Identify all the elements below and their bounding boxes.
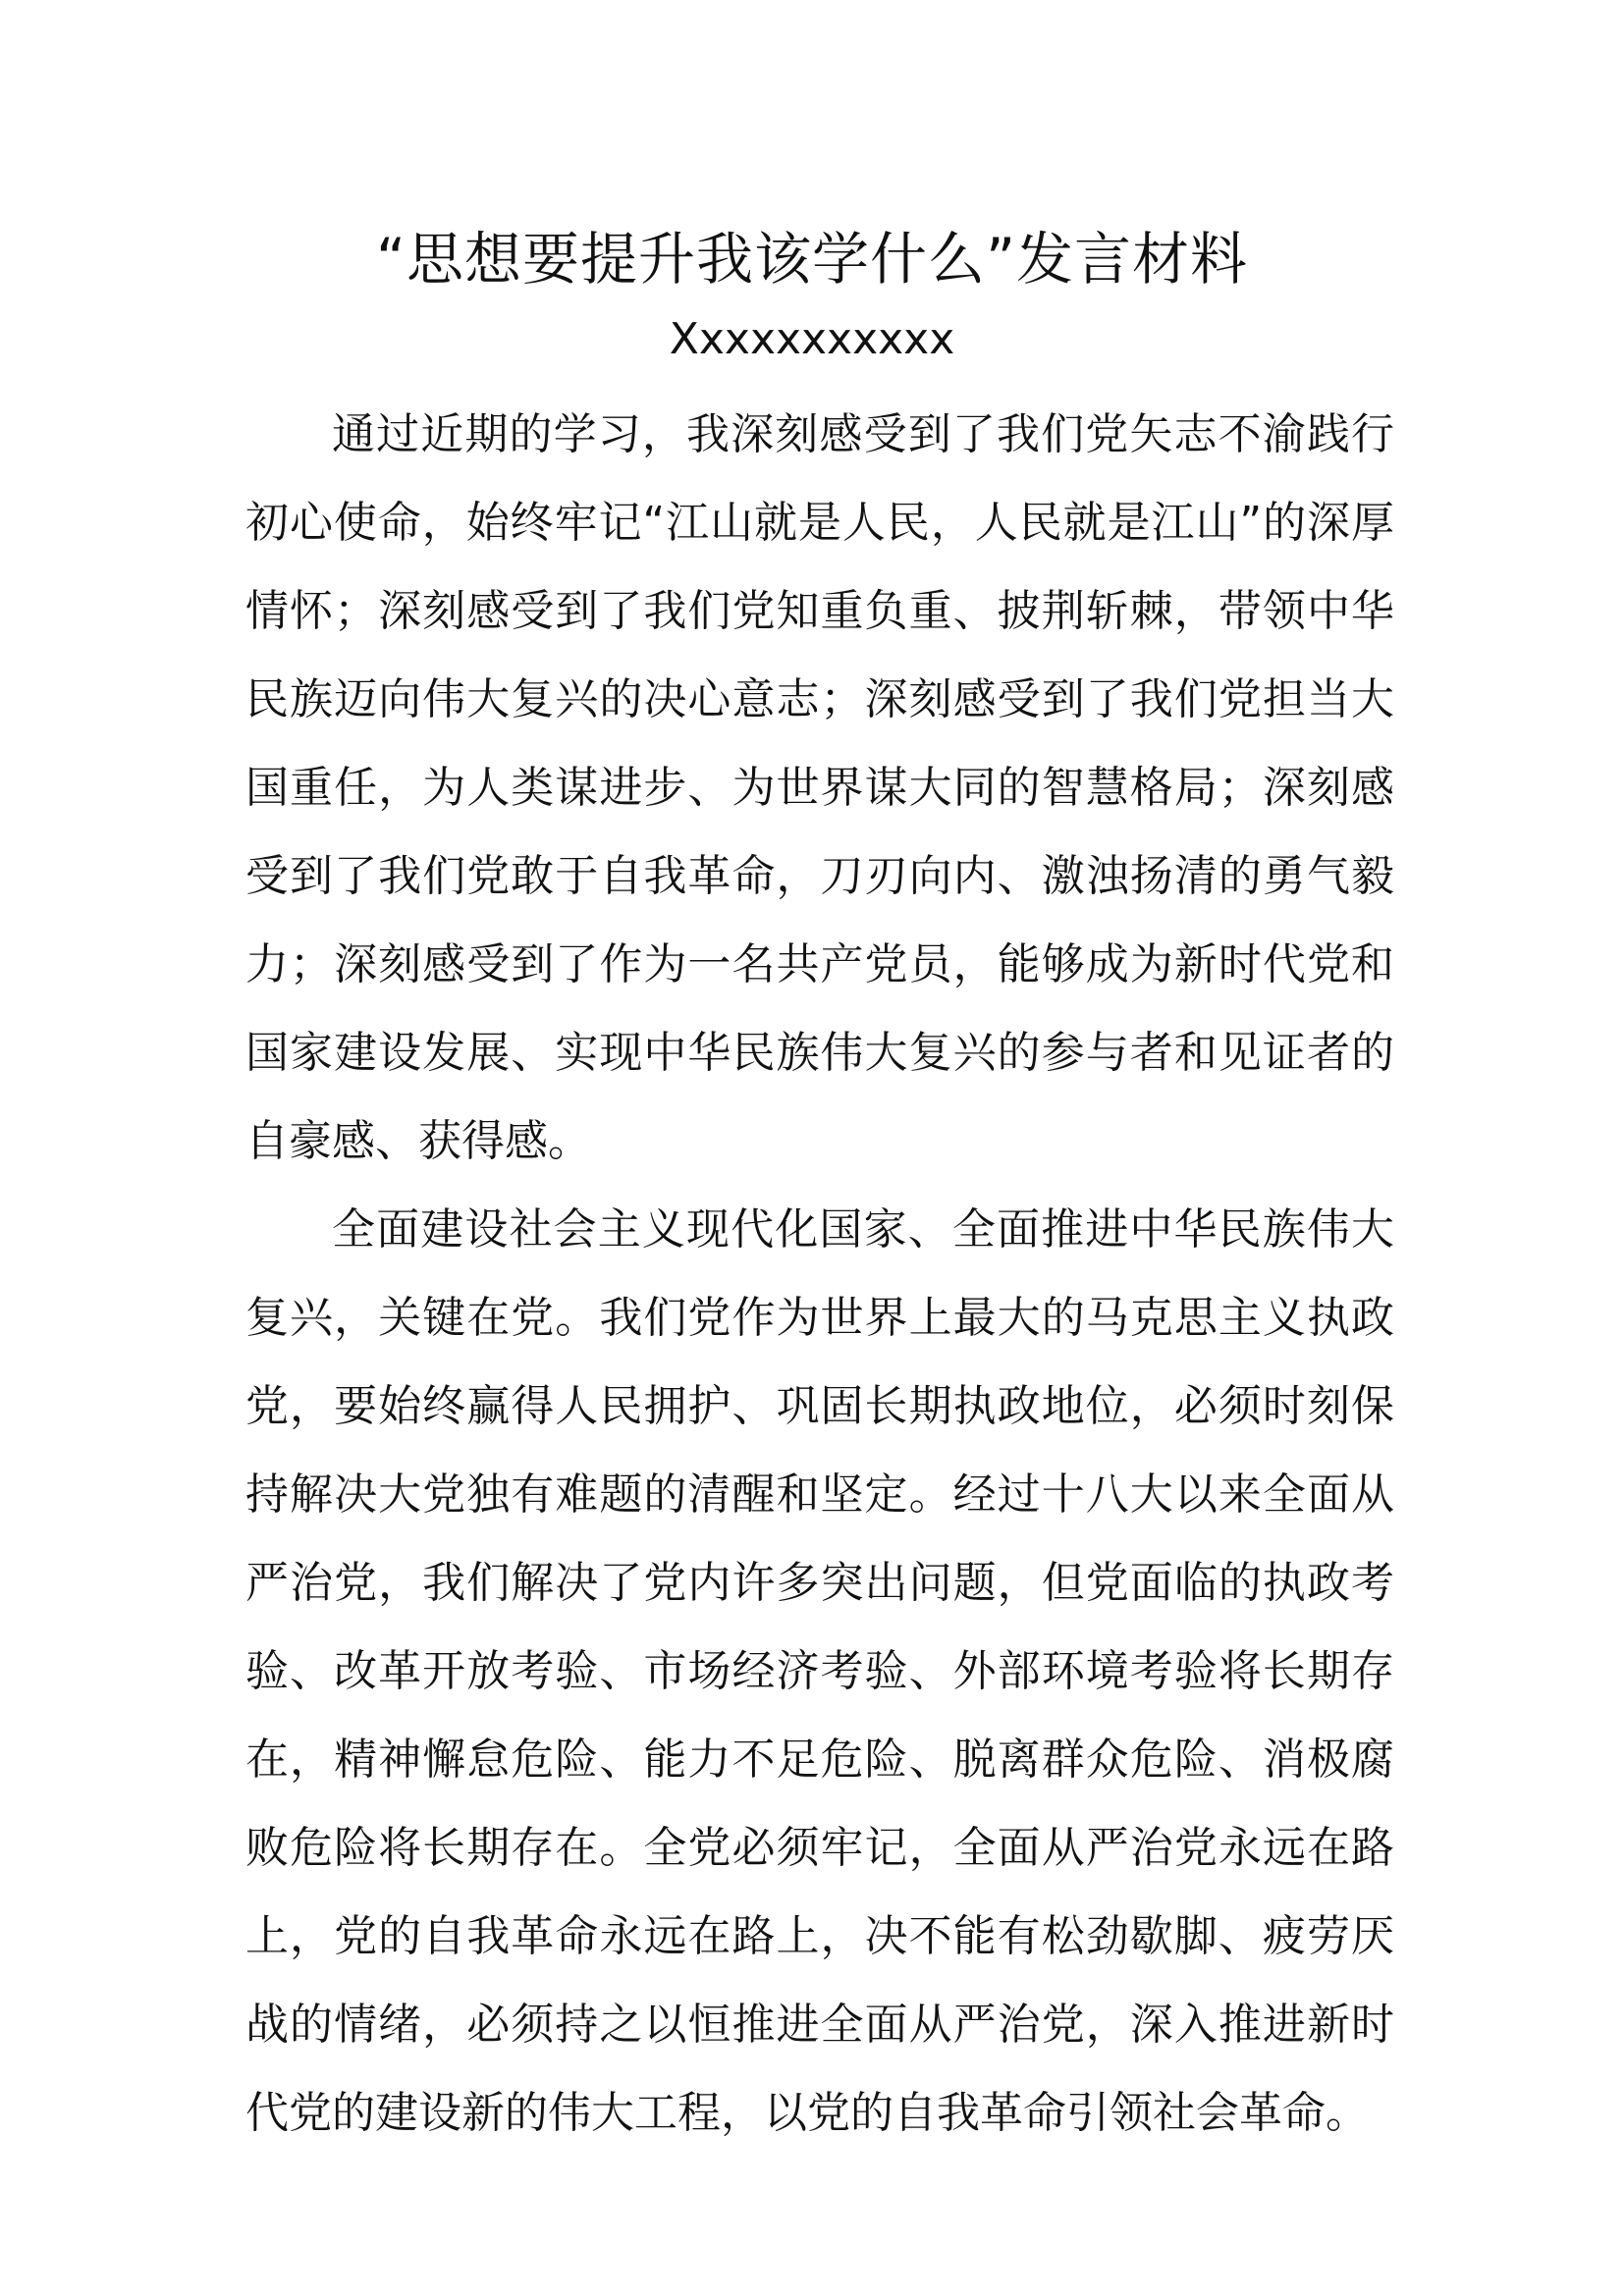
body-paragraph-1: 通过近期的学习，我深刻感受到了我们党矢志不渝践行初心使命，始终牢记“江山就是人民，人民就是江山”的深厚情怀；深刻感受到了我们党知重负重、披荆斩棘，带领中华民族迈向伟大复兴的决心意志；深刻感受到了我们党担当大国重任，为人类谋进步、为世界谋大同的智慧格局；深刻感受到了我们党敢于自我革命，刀刃向内、激浊扬清的勇气毅力；深刻感受到了作为一名共产党员，能够成为新时代党和国家建设发展、实现中华民族伟大复兴的参与者和见证者的自豪感、获得感。 xyxy=(245,409,1394,1166)
document-title: “思想要提升我该学什么”发言材料 xyxy=(375,226,1249,293)
document-author: Xxxxxxxxxxx xyxy=(669,314,955,364)
document-body xyxy=(245,391,1394,2158)
body-paragraph-2: 全面建设社会主义现代化国家、全面推进中华民族伟大复兴，关键在党。我们党作为世界上最大的马克思主义执政党，要始终赢得人民拥护、巩固长期执政地位，必须时刻保持解决大党独有难题的清醒和坚定。经过十八大以来全面从严治党，我们解决了党内许多突出问题，但党面临的执政考验、改革开放考验、市场经济考验、外部环境考验将长期存在，精神懈怠危险、能力不足危险、脱离群众危险、消极腐败危险将长期存在。全党必须牢记，全面从严治党永远在路上，党的自我革命永远在路上，决不能有松劲歇脚、疲劳厌战的情绪，必须持之以恒推进全面从严治党，深入推进新时代党的建设新的伟大工程，以党的自我革命引领社会革命。 xyxy=(245,1204,1394,2138)
